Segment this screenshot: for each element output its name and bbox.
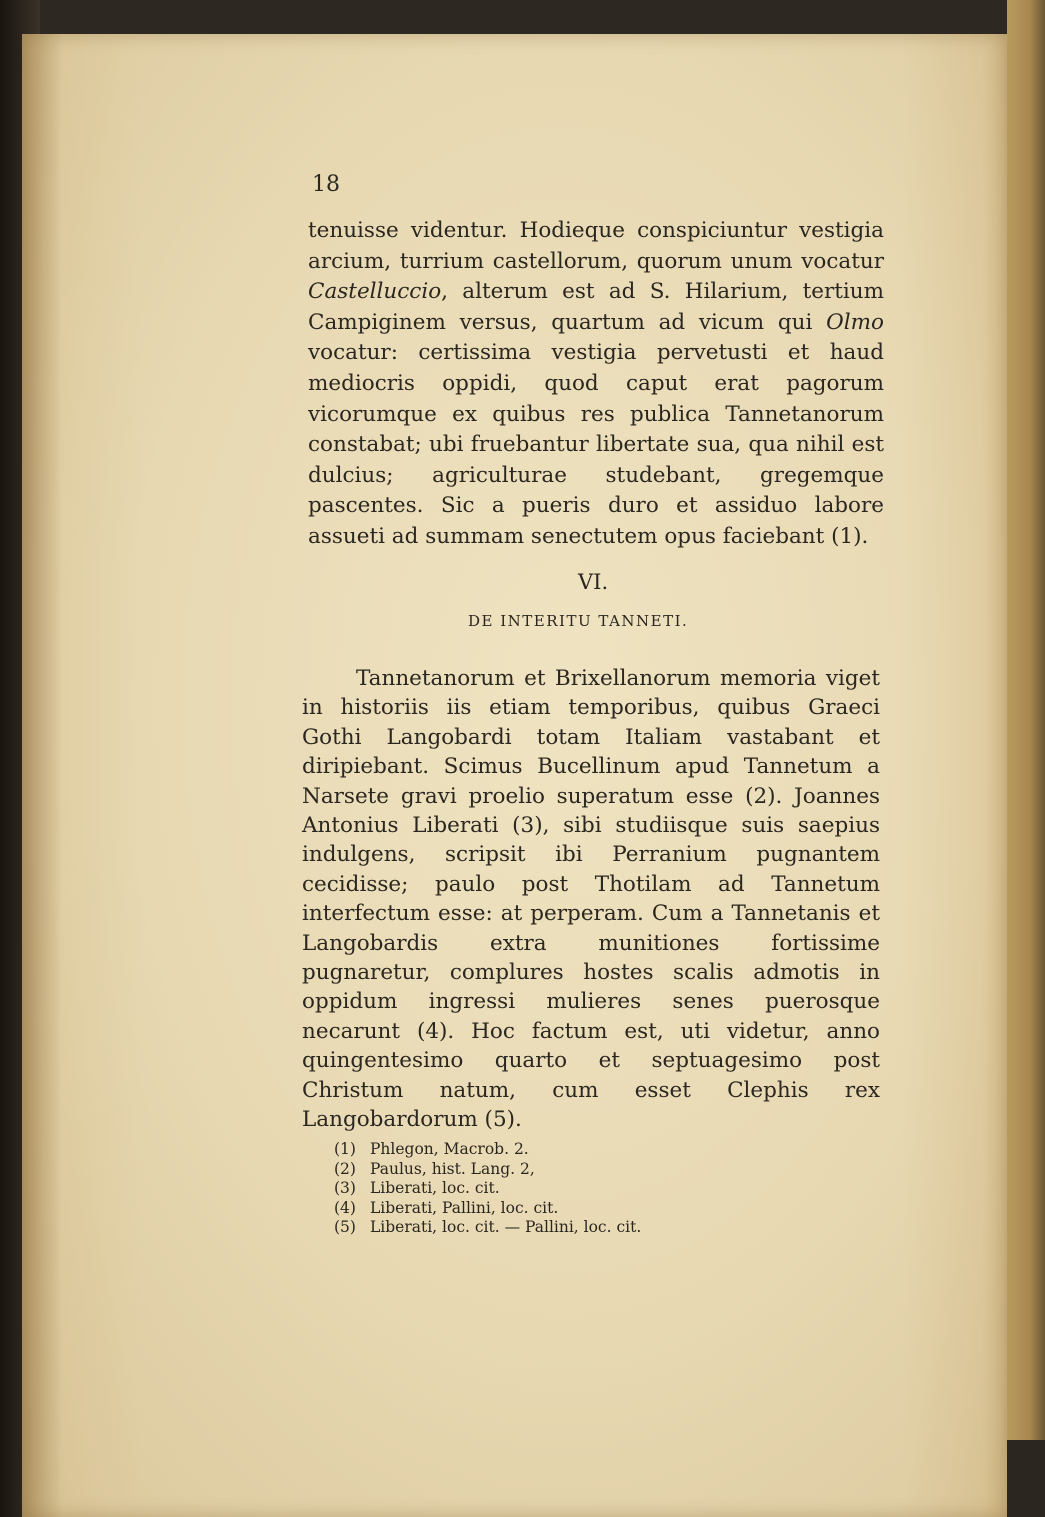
paragraph-1-part-3: vocatur: certissima vestigia pervetusti et haud mediocris oppidi, quod caput erat pagorum vicorumque ex quibus res publica Tannetanorum constabat; ubi fruebantur libertate sua, qua nihil est dulcius; agriculturae studebant, gregemque pascentes. Sic a pueris duro et assiduo labore assueti ad summam senectutem opus faciebant (1). — [308, 340, 884, 549]
footnote-5 — [334, 1218, 641, 1238]
place-name-castelluccio: Castelluccio — [308, 279, 442, 305]
footnote-4 — [334, 1199, 641, 1219]
section-title: DE INTERITU TANNETI. — [468, 612, 689, 630]
paragraph-2 — [302, 664, 880, 1135]
footnote-number: (4) — [334, 1198, 356, 1217]
footnote-3 — [334, 1179, 641, 1199]
page-gutter-shadow — [22, 34, 62, 1517]
footnote-text: Phlegon, Macrob. 2. — [370, 1140, 529, 1158]
paragraph-1-part-1: tenuisse videntur. Hodieque conspiciuntur vestigia arcium, turrium castellorum, quorum unum vocatur — [308, 218, 884, 274]
footnote-number: (5) — [334, 1218, 356, 1236]
footnote-number: (2) — [334, 1159, 356, 1178]
footnote-text: Paulus, hist. Lang. 2, — [370, 1159, 535, 1178]
scan-background-top — [0, 0, 1010, 34]
paragraph-1-part-2: , alterum est ad S. Hilarium, tertium Campiginem versus, quartum ad vicum qui — [308, 279, 884, 335]
place-name-olmo: Olmo — [826, 309, 884, 335]
footnote-text: Liberati, loc. cit. — Pallini, loc. cit. — [370, 1218, 642, 1236]
next-page-edge — [1007, 0, 1045, 1517]
paragraph-1 — [308, 216, 884, 553]
footnotes — [334, 1140, 641, 1238]
footnote-number: (1) — [334, 1140, 356, 1158]
section-number: VI. — [578, 570, 609, 594]
footnote-1 — [334, 1140, 641, 1160]
footnote-text: Liberati, Pallini, loc. cit. — [370, 1198, 559, 1217]
scan-background-corner — [1007, 1440, 1045, 1517]
paragraph-2-text: Tannetanorum et Brixellanorum memoria viget in historiis iis etiam temporibus, quibus Graeci Gothi Langobardi totam Italiam vastabant et diripiebant. Scimus Bucellinum apud Tannetum a Narsete gravi proelio superatum esse (2). Joannes Antonius Liberati (3), sibi studiisque suis saepius indulgens, scripsit ibi Perranium pugnantem cecidisse; paulo post Thotilam ad Tannetum interfectum esse: at perperam. Cum a Tannetanis et Langobardis extra munitiones fortissime pugnaretur, complures hostes scalis admotis in oppidum ingressi mulieres senes puerosque necarunt (4). Hoc factum est, uti videtur, anno quingentesimo quarto et septuagesimo post Christum natum, cum esset Clephis rex Langobardorum (5). — [302, 666, 880, 1133]
footnote-number: (3) — [334, 1179, 356, 1197]
footnote-2 — [334, 1160, 641, 1180]
page-number: 18 — [312, 172, 340, 197]
footnote-text: Liberati, loc. cit. — [370, 1179, 500, 1197]
